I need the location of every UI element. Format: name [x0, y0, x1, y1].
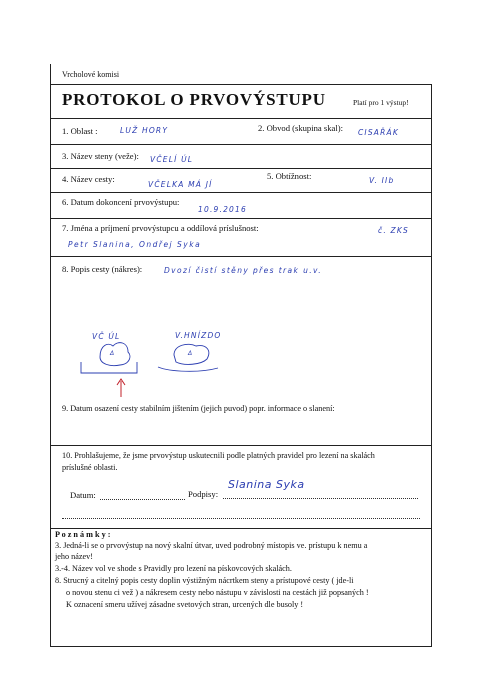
declaration-signature-label: Podpisy:	[188, 489, 219, 499]
sketch-right-mark: Δ	[188, 350, 193, 357]
note-line: o novou stenu ci vež ) a nákresem cesty nebo nástupu v závislosti na cestách již popsaných !	[66, 588, 369, 597]
route-value: VČELKA MÁ JÍ	[148, 180, 213, 189]
difficulty-label: 5. Obtížnost:	[267, 171, 312, 181]
declaration-signature-line	[223, 498, 418, 499]
date-value: 10.9.2016	[198, 205, 247, 214]
district-value: CISAŘÁK	[358, 128, 400, 137]
page-title: PROTOKOL O PRVOVÝSTUPU	[62, 90, 326, 109]
area-label: 1. Oblast :	[62, 126, 98, 136]
sketch-right-label: V.HNÍZDO	[175, 331, 222, 340]
names-label: 7. Jména a príjmení prvovýstupcu a oddílová príslušnost:	[62, 223, 259, 233]
names-value: Petr Slanina, Ondřej Syka	[68, 240, 202, 249]
note-line: K oznacení smeru užívej zásadne svetových stran, urcených dle busoly !	[66, 600, 304, 609]
note-line: 3.-4. Název vol ve shode s Pravidly pro lezení na pískovcových skalách.	[55, 564, 292, 573]
note-line: jeho název!	[55, 552, 93, 561]
names-club-value: č. ZKS	[378, 226, 409, 235]
notes-separator	[62, 518, 420, 519]
commission-label: Vrcholové komisi	[62, 70, 120, 79]
row-divider	[50, 445, 432, 446]
wall-value: VČELÍ ÚL	[150, 155, 194, 164]
sketch-left-mark: Δ	[110, 350, 115, 357]
description-value: Dvozí čistí stěny přes trak u.v.	[164, 266, 323, 275]
route-label: 4. Název cesty:	[62, 174, 115, 184]
declaration-line-2: príslušné oblasti.	[62, 463, 118, 472]
description-label: 8. Popis cesty (nákres):	[62, 264, 143, 274]
area-value: LUŽ HORY	[120, 126, 169, 135]
date-label: 6. Datum dokoncení prvovýstupu:	[62, 197, 180, 207]
declaration-date-line	[100, 499, 185, 500]
declaration-signature-value: Slanina Syka	[228, 478, 305, 491]
difficulty-value: V. IIb	[369, 176, 395, 185]
row-divider	[50, 528, 432, 529]
wall-label: 3. Název steny (veže):	[62, 151, 139, 161]
declaration-line-1: 10. Prohlašujeme, že jsme prvovýstup uskutecnili podle platných pravidel pro lezení na skalách	[62, 451, 375, 460]
note-line: 3. Jedná-li se o prvovýstup na nový skalní útvar, uved podrobný místopis ve. prístupu k nemu a	[55, 541, 368, 550]
declaration-date-label: Datum:	[70, 490, 96, 500]
valid-note: Platí pro 1 výstup!	[353, 98, 409, 107]
notes-heading: P o z n á m k y :	[55, 530, 111, 539]
protection-label: 9. Datum osazení cesty stabilním jištením (jejich puvod) popr. informace o slanení:	[62, 404, 335, 413]
sketch-left-label: VČ ÚL	[92, 332, 121, 341]
note-line: 8. Strucný a citelný popis cesty doplin výstižným nácrtkem steny a prístupové cesty ( jde-li	[55, 576, 354, 585]
district-label: 2. Obvod (skupina skal):	[258, 123, 343, 133]
